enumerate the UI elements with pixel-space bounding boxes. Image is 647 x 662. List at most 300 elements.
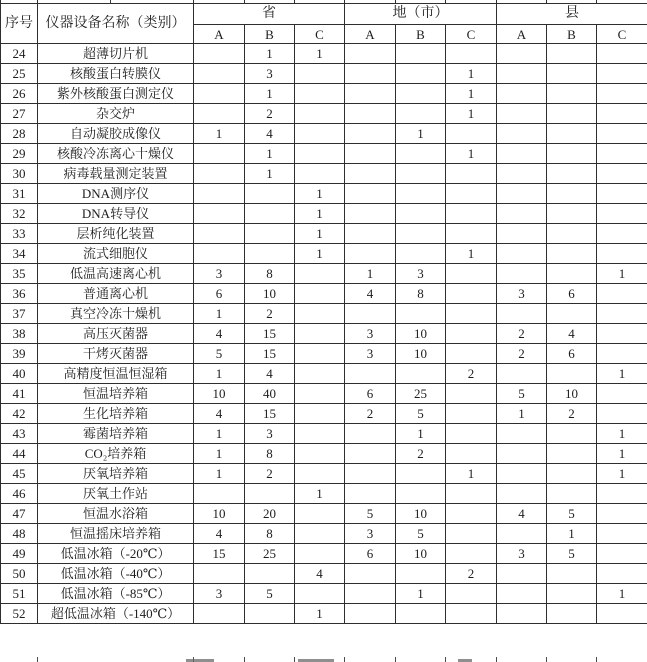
row-value [194,484,245,504]
row-value: 6 [547,284,597,304]
row-value [446,204,497,224]
row-value [597,164,647,184]
row-equipment-name: 干烤灭菌器 [38,344,194,364]
row-value: 3 [245,64,295,84]
row-value: 1 [245,84,295,104]
row-seq: 35 [1,264,38,284]
row-value: 6 [345,544,396,564]
row-value [396,244,446,264]
row-value [446,424,497,444]
row-value [597,304,647,324]
row-value [547,44,597,64]
row-value [194,224,245,244]
header-group-county: 县 [497,4,647,25]
row-equipment-name: 病毒载量测定装置 [38,164,194,184]
row-value: 1 [194,304,245,324]
row-value: 1 [194,444,245,464]
row-value: 1 [547,524,597,544]
row-value [497,464,547,484]
row-value: 2 [396,444,446,464]
row-seq: 27 [1,104,38,124]
row-value [497,484,547,504]
row-value [597,284,647,304]
clipped-previous-row-tick [110,0,111,4]
row-value [345,44,396,64]
clipped-next-row-fragments [0,654,647,662]
row-seq: 24 [1,44,38,64]
row-equipment-name: 普通离心机 [38,284,194,304]
row-value [295,124,345,144]
row-value [194,164,245,184]
row-value [295,504,345,524]
header-prefecture-a: A [345,25,396,44]
row-value [547,584,597,604]
table-row [1,144,647,164]
row-value: 6 [547,344,597,364]
row-value [597,224,647,244]
row-value: 4 [295,564,345,584]
row-equipment-name: 杂交炉 [38,104,194,124]
row-equipment-name: 超薄切片机 [38,44,194,64]
table-row [1,404,647,424]
row-value [345,584,396,604]
row-value [597,344,647,364]
row-value [446,444,497,464]
row-value [597,64,647,84]
table-row [1,544,647,564]
row-value [295,164,345,184]
row-value [547,484,597,504]
row-value [547,424,597,444]
row-value: 1 [345,264,396,284]
row-value: 3 [194,264,245,284]
row-value [295,284,345,304]
row-seq: 26 [1,84,38,104]
row-value [396,484,446,504]
row-value [597,484,647,504]
row-value [597,104,647,124]
row-value: 10 [396,504,446,524]
row-value: 1 [295,184,345,204]
row-value: 2 [446,564,497,584]
row-value: 3 [497,284,547,304]
row-value [446,584,497,604]
row-equipment-name: 核酸蛋白转膜仪 [38,64,194,84]
header-seq: 序号 [1,4,38,44]
row-value [446,544,497,564]
row-value: 25 [245,544,295,564]
row-value [345,304,396,324]
row-value: 1 [194,124,245,144]
row-value [547,564,597,584]
row-value [497,264,547,284]
row-value: 4 [547,324,597,344]
row-value [446,184,497,204]
row-value [295,524,345,544]
row-value: 3 [345,524,396,544]
row-value [295,324,345,344]
row-value: 1 [396,424,446,444]
row-value [497,444,547,464]
table-row [1,504,647,524]
row-value: 10 [396,324,446,344]
row-value [497,524,547,544]
table-row [1,484,647,504]
row-value [396,304,446,324]
row-value [194,604,245,624]
row-seq: 43 [1,424,38,444]
row-value [547,64,597,84]
row-equipment-name: 自动凝胶成像仪 [38,124,194,144]
row-value: 10 [547,384,597,404]
row-equipment-name: DNA转导仪 [38,204,194,224]
row-value: 8 [396,284,446,304]
table-row [1,324,647,344]
row-value [547,264,597,284]
row-value: 1 [396,584,446,604]
table-row [1,444,647,464]
header-group-prefecture: 地（市） [345,4,497,25]
row-value: 4 [245,124,295,144]
row-value [295,144,345,164]
row-value [194,564,245,584]
row-equipment-name: 低温冰箱（-85℃） [38,584,194,604]
row-value: 5 [497,384,547,404]
row-value [295,84,345,104]
row-value [345,84,396,104]
row-value: 8 [245,264,295,284]
row-value: 1 [597,584,647,604]
row-value [295,424,345,444]
row-value [446,224,497,244]
row-value [245,564,295,584]
table-row [1,244,647,264]
row-value: 1 [194,424,245,444]
row-value: 1 [497,404,547,424]
row-value [295,104,345,124]
table-row [1,184,647,204]
row-equipment-name: 恒温水浴箱 [38,504,194,524]
row-seq: 39 [1,344,38,364]
row-value [597,124,647,144]
row-seq: 46 [1,484,38,504]
row-value [446,264,497,284]
row-value [446,324,497,344]
row-seq: 51 [1,584,38,604]
table-row [1,424,647,444]
row-value [396,224,446,244]
row-value [345,204,396,224]
row-value [194,244,245,264]
row-value [597,404,647,424]
row-equipment-name: 低温冰箱（-20℃） [38,544,194,564]
row-value [446,164,497,184]
table-body [1,44,647,624]
row-value: 10 [194,504,245,524]
row-value [194,44,245,64]
row-value: 1 [295,224,345,244]
row-value [497,564,547,584]
row-value [446,484,497,504]
header-equipment-name: 仪器设备名称（类别） [38,4,194,44]
row-value [245,604,295,624]
row-seq: 47 [1,504,38,524]
row-value [446,284,497,304]
row-equipment-name: DNA测序仪 [38,184,194,204]
row-value [497,144,547,164]
row-value [295,384,345,404]
row-value [446,124,497,144]
row-value [194,84,245,104]
row-value [396,204,446,224]
row-value [245,184,295,204]
table-row [1,584,647,604]
table-row [1,164,647,184]
row-value: 2 [245,464,295,484]
row-value: 4 [345,284,396,304]
row-value [396,184,446,204]
table-row [1,564,647,584]
row-value: 1 [245,164,295,184]
row-value [597,524,647,544]
row-value [597,384,647,404]
row-equipment-name: 厌氧培养箱 [38,464,194,484]
row-value: 15 [194,544,245,564]
row-seq: 32 [1,204,38,224]
row-value: 4 [497,504,547,524]
row-value [295,304,345,324]
row-value: 3 [345,344,396,364]
row-seq: 48 [1,524,38,544]
table-row [1,104,647,124]
row-value [547,604,597,624]
row-value: 1 [295,204,345,224]
row-value [194,64,245,84]
row-value: 4 [194,324,245,344]
table-row [1,604,647,624]
table-row [1,364,647,384]
row-value [497,204,547,224]
row-value: 1 [597,364,647,384]
row-value: 2 [245,304,295,324]
row-value [446,524,497,544]
row-value: 1 [446,244,497,264]
row-value [497,304,547,324]
row-value [597,204,647,224]
header-province-a: A [194,25,245,44]
row-value: 1 [245,44,295,64]
row-seq: 33 [1,224,38,244]
row-value [345,444,396,464]
row-value: 10 [194,384,245,404]
row-value: 5 [245,584,295,604]
row-value [547,144,597,164]
row-value [597,244,647,264]
header-province-b: B [245,25,295,44]
row-value [597,504,647,524]
row-seq: 41 [1,384,38,404]
row-value [547,184,597,204]
row-value: 15 [245,324,295,344]
row-value: 5 [396,524,446,544]
row-value [497,124,547,144]
row-value [547,204,597,224]
row-value: 8 [245,524,295,544]
row-value [396,164,446,184]
row-value: 40 [245,384,295,404]
header-county-b: B [547,25,597,44]
row-value [194,104,245,124]
table-row [1,264,647,284]
row-equipment-name: 生化培养箱 [38,404,194,424]
row-value [345,144,396,164]
row-seq: 31 [1,184,38,204]
row-seq: 40 [1,364,38,384]
row-value: 1 [194,364,245,384]
row-value [446,304,497,324]
row-equipment-name: 恒温摇床培养箱 [38,524,194,544]
row-seq: 42 [1,404,38,424]
row-value [497,104,547,124]
row-value [295,544,345,564]
row-value [345,104,396,124]
row-seq: 38 [1,324,38,344]
row-value [194,184,245,204]
table-row [1,284,647,304]
row-equipment-name: 低温高速离心机 [38,264,194,284]
row-value [245,484,295,504]
row-value [345,604,396,624]
row-value: 5 [547,504,597,524]
header-province-c: C [295,25,345,44]
row-equipment-name: 低温冰箱（-40℃） [38,564,194,584]
table-row [1,384,647,404]
row-value [295,584,345,604]
row-value [597,564,647,584]
row-value [345,224,396,244]
row-value [345,364,396,384]
row-value [396,464,446,484]
row-value [194,204,245,224]
row-value: 2 [245,104,295,124]
row-equipment-name: 核酸冷冻离心十燥仪 [38,144,194,164]
row-value: 1 [446,104,497,124]
row-equipment-name: 高精度恒温恒湿箱 [38,364,194,384]
row-value [194,144,245,164]
row-equipment-name: CO₂培养箱 [38,444,194,464]
row-equipment-name: 真空冷冻十燥机 [38,304,194,324]
row-value: 2 [446,364,497,384]
row-value [597,324,647,344]
row-value [446,44,497,64]
row-value [396,564,446,584]
row-value [396,84,446,104]
row-value [497,184,547,204]
row-value: 1 [396,124,446,144]
row-value [547,104,597,124]
row-value: 1 [295,44,345,64]
row-value: 3 [396,264,446,284]
row-value [547,224,597,244]
row-value: 15 [245,344,295,364]
row-equipment-name: 紫外核酸蛋白测定仪 [38,84,194,104]
row-value: 4 [194,404,245,424]
row-value [597,184,647,204]
header-prefecture-b: B [396,25,446,44]
row-seq: 52 [1,604,38,624]
row-value [295,404,345,424]
row-value: 8 [245,444,295,464]
row-value [547,84,597,104]
row-value [345,484,396,504]
row-value: 3 [194,584,245,604]
row-equipment-name: 厌氧土作站 [38,484,194,504]
table-row [1,124,647,144]
row-value: 10 [396,344,446,364]
row-equipment-name: 层析纯化装置 [38,224,194,244]
row-value: 1 [245,144,295,164]
row-value [396,364,446,384]
row-value [497,164,547,184]
table-row [1,84,647,104]
row-value [345,164,396,184]
row-value [345,124,396,144]
row-value: 1 [295,244,345,264]
row-value: 5 [547,544,597,564]
row-value: 4 [245,364,295,384]
row-value: 2 [497,324,547,344]
header-group-province: 省 [194,4,345,25]
row-value [295,344,345,364]
row-value: 10 [396,544,446,564]
row-value: 25 [396,384,446,404]
row-value: 1 [446,84,497,104]
row-value [497,224,547,244]
table-row [1,204,647,224]
row-value: 1 [597,444,647,464]
row-value: 1 [446,144,497,164]
row-value [345,184,396,204]
table-row [1,344,647,364]
row-value [345,464,396,484]
row-value [345,564,396,584]
row-value [446,604,497,624]
row-value [295,364,345,384]
row-value: 1 [597,424,647,444]
table-header [1,0,647,44]
row-value [547,364,597,384]
row-value: 1 [295,604,345,624]
row-value [597,544,647,564]
row-value [245,244,295,264]
row-value [345,64,396,84]
row-value: 1 [446,64,497,84]
row-value: 2 [497,344,547,364]
row-seq: 37 [1,304,38,324]
row-value [547,444,597,464]
row-value [497,84,547,104]
row-seq: 28 [1,124,38,144]
row-value: 3 [345,324,396,344]
row-value [547,304,597,324]
row-value: 3 [497,544,547,564]
row-seq: 36 [1,284,38,304]
row-value: 1 [295,484,345,504]
table-row [1,524,647,544]
row-value [295,464,345,484]
table-row [1,64,647,84]
row-value: 1 [597,464,647,484]
